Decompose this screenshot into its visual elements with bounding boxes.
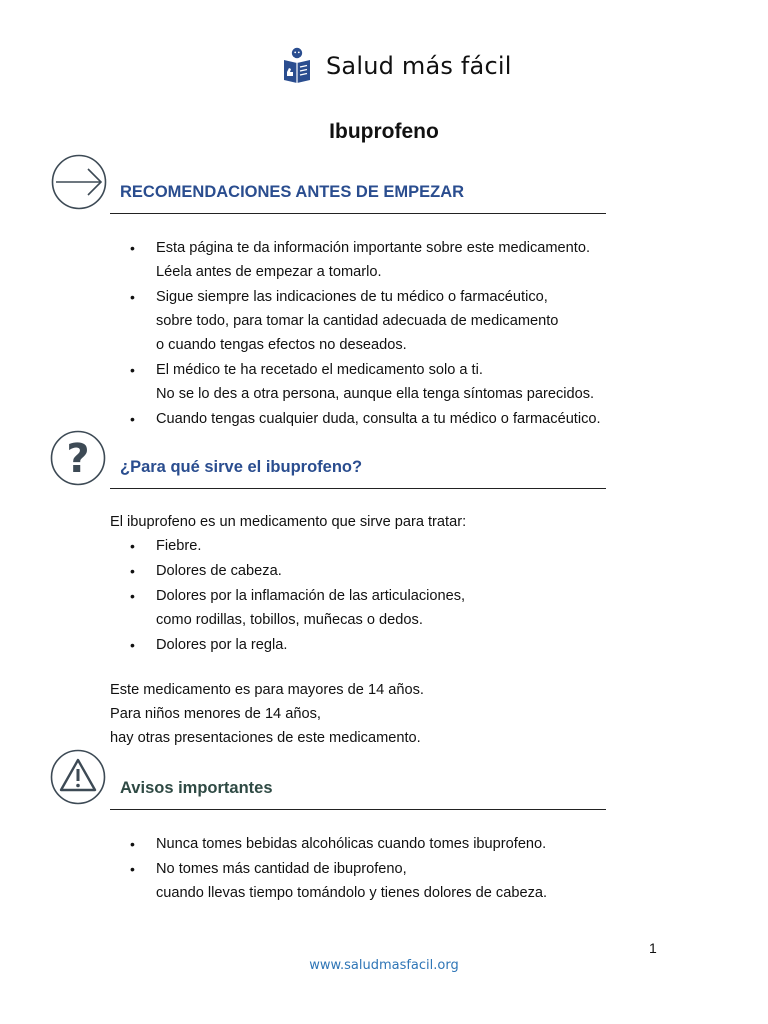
list-item: • Sigue siempre las indicaciones de tu médico o farmacéutico, sobre todo, para tomar la cantidad adecuada de medicamento o cuando tengas efectos no deseados. <box>110 285 670 357</box>
uses-intro: El ibuprofeno es un medicamento que sirve para tratar: <box>110 514 467 530</box>
list-item: • Dolores por la regla. <box>110 633 670 657</box>
website-link[interactable]: www.saludmasfacil.org <box>309 958 459 973</box>
list-item: • Cuando tengas cualquier duda, consulta a tu médico o farmacéutico. <box>110 407 670 431</box>
warning-triangle-icon <box>49 748 107 806</box>
section-divider <box>110 213 606 214</box>
list-item: • Dolores de cabeza. <box>110 559 670 583</box>
list-item: • El médico te ha recetado el medicamento solo a ti. No se lo des a otra persona, aunque ella tenga síntomas parecidos. <box>110 358 670 406</box>
list-item: • Nunca tomes bebidas alcohólicas cuando tomes ibuprofeno. <box>110 832 670 856</box>
section-divider <box>110 809 606 810</box>
document-title: Ibuprofeno <box>329 120 439 143</box>
arrow-right-circle-icon <box>50 153 108 211</box>
section-divider <box>110 488 606 489</box>
recommendations-list <box>110 236 670 432</box>
page-number: 1 <box>649 940 657 956</box>
age-note: Este medicamento es para mayores de 14 años. Para niños menores de 14 años, hay otras presentaciones de este medicamento. <box>110 682 424 746</box>
question-circle-icon <box>49 429 107 487</box>
warnings-list <box>110 832 670 906</box>
site-logo <box>280 44 512 88</box>
reading-person-icon <box>280 46 320 86</box>
section-heading-para-que-sirve: ¿Para qué sirve el ibuprofeno? <box>120 458 363 476</box>
list-item: • Esta página te da información importante sobre este medicamento. Léela antes de empezar a tomarlo. <box>110 236 670 284</box>
list-item: • No tomes más cantidad de ibuprofeno, cuando llevas tiempo tomándolo y tienes dolores de cabeza. <box>110 857 670 905</box>
svg-text:?: ? <box>66 436 90 482</box>
list-item: • Dolores por la inflamación de las articulaciones, como rodillas, tobillos, muñecas o dedos. <box>110 584 670 632</box>
uses-list <box>110 534 670 658</box>
section-heading-recomendaciones: RECOMENDACIONES ANTES DE EMPEZAR <box>120 183 465 201</box>
list-item: • Fiebre. <box>110 534 670 558</box>
logo-text: Salud más fácil <box>326 52 512 80</box>
section-heading-avisos: Avisos importantes <box>120 779 273 797</box>
